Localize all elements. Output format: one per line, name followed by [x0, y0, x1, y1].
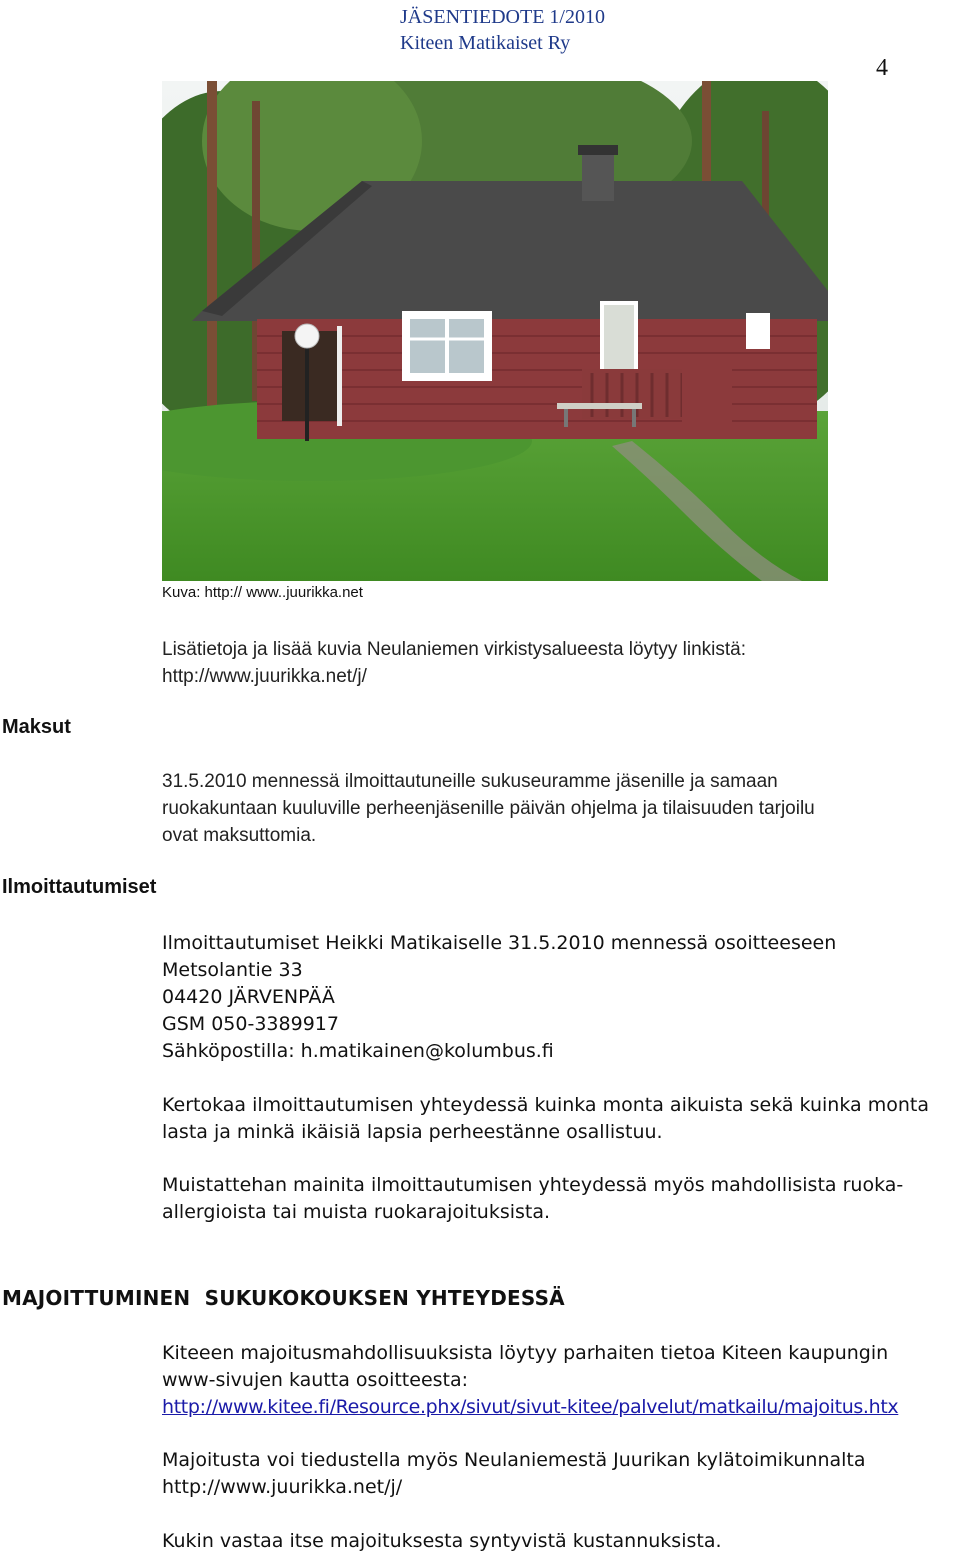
text-line: www-sivujen kautta osoitteesta: — [162, 1369, 469, 1391]
text-line: ruokakuntaan kuuluville perheenjäsenille päivän ohjelma ja tilaisuuden tarjoilu — [162, 798, 815, 819]
text-line: lasta ja minkä ikäisiä lapsia perheestänne osallistuu. — [162, 1121, 663, 1143]
address-street: Metsolantie 33 — [162, 959, 303, 981]
ilmoittautumiset-label: Ilmoittautumiset — [2, 876, 157, 898]
text-line: Kukin vastaa itse majoituksesta syntyvistä kustannuksista. — [162, 1530, 722, 1552]
text-line: ovat maksuttomia. — [162, 825, 317, 846]
address-city: 04420 JÄRVENPÄÄ — [162, 986, 335, 1008]
photo-caption: Kuva: http:// www..juurikka.net — [162, 584, 363, 601]
text-line: Muistattehan mainita ilmoittautumisen yhteydessä myös mahdollisista ruoka- — [162, 1174, 904, 1196]
registration-info — [162, 930, 836, 1065]
maksut-label: Maksut — [2, 716, 71, 738]
costs-paragraph — [162, 1528, 722, 1555]
section-heading: MAJOITTUMINEN SUKUKOKOUKSEN YHTEYDESSÄ — [2, 1286, 565, 1310]
juurikka-link-text[interactable]: http://www.juurikka.net/j/ — [162, 666, 367, 687]
neulaniemi-paragraph — [162, 1447, 866, 1501]
participants-paragraph — [162, 1092, 929, 1146]
registration-line: Ilmoittautumiset Heikki Matikaiselle 31.5.2010 mennessä osoitteeseen — [162, 932, 837, 954]
text-line: allergioista tai muista ruokarajoituksista. — [162, 1201, 551, 1223]
organization-name: Kiteen Matikaiset Ry — [400, 32, 571, 54]
cottage-photo — [162, 81, 828, 581]
kitee-link[interactable]: http://www.kitee.fi/Resource.phx/sivut/sivut-kitee/palvelut/matkailu/majoitus.htx — [162, 1396, 899, 1418]
accommodation-paragraph — [162, 1340, 898, 1421]
newsletter-title: JÄSENTIEDOTE 1/2010 — [400, 6, 605, 28]
page-number: 4 — [876, 55, 888, 81]
intro-paragraph — [162, 636, 746, 690]
intro-line: Lisätietoja ja lisää kuvia Neulaniemen virkistysalueesta löytyy linkistä: — [162, 639, 746, 660]
juurikka-link-text[interactable]: http://www.juurikka.net/j/ — [162, 1476, 403, 1498]
maksut-paragraph — [162, 768, 815, 849]
text-line: 31.5.2010 mennessä ilmoittautuneille sukuseuramme jäsenille ja samaan — [162, 771, 778, 792]
email-address: Sähköpostilla: h.matikainen@kolumbus.fi — [162, 1040, 554, 1062]
text-line: Kertokaa ilmoittautumisen yhteydessä kuinka monta aikuista sekä kuinka monta — [162, 1094, 929, 1116]
text-line: Kiteeen majoitusmahdollisuuksista löytyy parhaiten tietoa Kiteen kaupungin — [162, 1342, 889, 1364]
phone-number: GSM 050-3389917 — [162, 1013, 339, 1035]
text-line: Majoitusta voi tiedustella myös Neulaniemestä Juurikan kylätoimikunnalta — [162, 1449, 866, 1471]
allergies-paragraph — [162, 1172, 903, 1226]
